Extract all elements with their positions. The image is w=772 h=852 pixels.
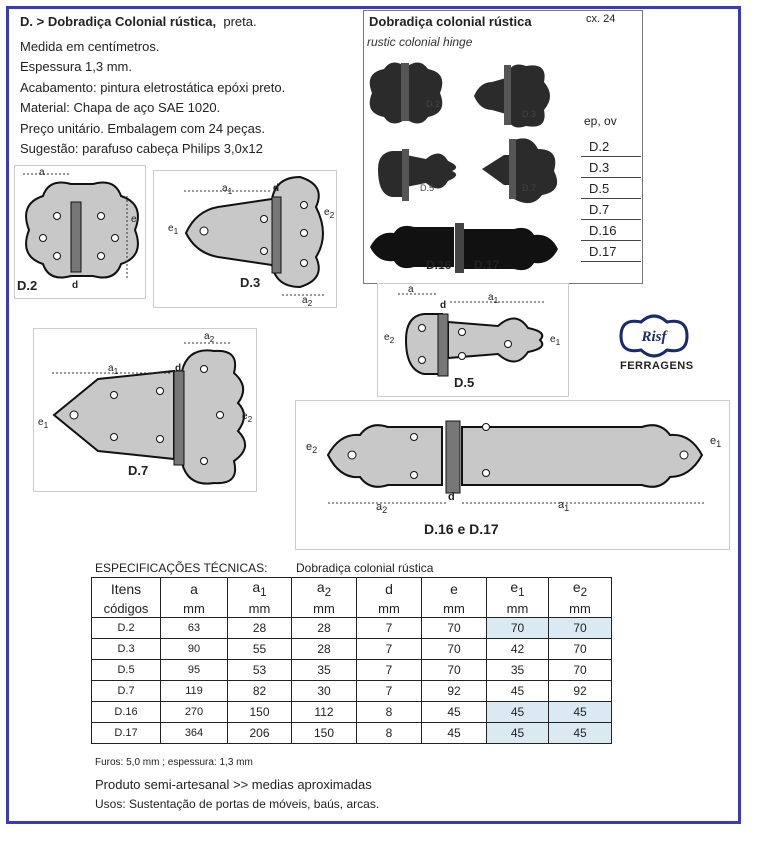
code-cell: D.7 [92, 681, 161, 702]
code-cell: D.3 [92, 639, 161, 660]
spec-line: Medida em centímetros. [20, 38, 160, 54]
table-cell: 45 [549, 723, 612, 744]
table-cell: 90 [161, 639, 228, 660]
table-cell: 70 [422, 639, 487, 660]
col-header: $a_1$ [228, 578, 292, 601]
col-header: Itens [92, 578, 161, 601]
table-cell: 7 [357, 681, 422, 702]
drawing-d5: a $a_1$ d $e_2$ $e_1$ D.5 [377, 283, 569, 397]
table-cell: 30 [292, 681, 357, 702]
table-cell: 45 [422, 723, 487, 744]
table-cell: 35 [487, 660, 549, 681]
table-cell: 119 [161, 681, 228, 702]
photo-label-d2: D.2 [426, 99, 441, 109]
spec-line: Material: Chapa de aço SAE 1020. [20, 100, 221, 115]
table-cell: 92 [549, 681, 612, 702]
ep-ov-label: ep, ov [584, 114, 617, 128]
table-cell: 28 [292, 618, 357, 639]
drawing-d3: $a_1$ d $e_1$ $e_2$ $a_2$ D.3 [153, 170, 337, 308]
drawing-label-d2: D.2 [17, 278, 38, 293]
drawing-label-d7: D.7 [128, 463, 149, 478]
table-cell: 63 [161, 618, 228, 639]
col-header: d [357, 578, 422, 601]
table-cell: 112 [292, 702, 357, 723]
notes-holes: Furos: 5,0 mm ; espessura: 1,3 mm [95, 757, 253, 768]
table-row [92, 639, 612, 660]
drawing-d2: a e d D.2 [14, 165, 146, 299]
code-item: D.5 [581, 178, 641, 199]
unit-cell: mm [549, 600, 612, 618]
table-cell: 53 [228, 660, 292, 681]
photo-label-d7: D.7 [522, 183, 537, 193]
code-item: D.2 [581, 136, 641, 157]
photo-subtitle: rustic colonial hinge [367, 35, 473, 49]
table-cell: 70 [549, 618, 612, 639]
table-cell: 150 [292, 723, 357, 744]
table-row [92, 723, 612, 744]
spec-line: Espessura 1,3 mm. [20, 59, 132, 74]
table-cell: 45 [549, 702, 612, 723]
table-cell: 150 [228, 702, 292, 723]
table-cell: 45 [422, 702, 487, 723]
table-cell: 270 [161, 702, 228, 723]
table-cell: 35 [292, 660, 357, 681]
hinge-photo-d5 [378, 149, 456, 201]
table-cell: 92 [422, 681, 487, 702]
table-cell: 28 [228, 618, 292, 639]
table-cell: 70 [549, 639, 612, 660]
table-cell: 42 [487, 639, 549, 660]
box-quantity: cx. 24 [586, 13, 616, 25]
spec-line: Acabamento: pintura eletrostática epóxi preto. [20, 79, 286, 95]
table-cell: 82 [228, 681, 292, 702]
table-cell: 7 [357, 639, 422, 660]
table-cell: 70 [549, 660, 612, 681]
code-cell: D.5 [92, 660, 161, 681]
table-cell: 206 [228, 723, 292, 744]
code-item: D.3 [581, 157, 641, 178]
unit-cell: mm [357, 600, 422, 618]
spec-title: D. > Dobradiça Colonial rústica, preta. [20, 14, 257, 29]
col-header: $e_1$ [487, 578, 549, 601]
code-item: D.16 [581, 220, 641, 241]
table-cell: 8 [357, 723, 422, 744]
table-header-row [92, 578, 612, 601]
table-cell: 70 [422, 660, 487, 681]
unit-cell: códigos [92, 600, 161, 618]
photo-label-d17: D.17 [474, 258, 500, 272]
hinge-photo-d7 [482, 138, 557, 203]
table-row [92, 618, 612, 639]
code-item: D.7 [581, 199, 641, 220]
hinge-photo-d16 [370, 223, 558, 273]
code-cell: D.16 [92, 702, 161, 723]
unit-cell: mm [228, 600, 292, 618]
logo-text: FERRAGENS [620, 360, 694, 372]
table-cell: 70 [422, 618, 487, 639]
photo-title: Dobradiça colonial rústica [369, 14, 532, 29]
hinge-photos [364, 51, 579, 276]
code-item: D.17 [581, 241, 641, 262]
code-list [581, 136, 641, 262]
spec-table-title: Dobradiça colonial rústica [296, 561, 434, 575]
hinge-photo-d2 [370, 62, 443, 123]
unit-cell: mm [487, 600, 549, 618]
col-header: a [161, 578, 228, 601]
table-cell: 8 [357, 702, 422, 723]
spec-block [20, 12, 360, 160]
code-cell: D.2 [92, 618, 161, 639]
spec-line: Preço unitário. Embalagem com 24 peças. [20, 120, 265, 136]
col-header: e [422, 578, 487, 601]
table-cell: 45 [487, 702, 549, 723]
table-units-row [92, 600, 612, 618]
table-cell: 95 [161, 660, 228, 681]
table-row [92, 702, 612, 723]
table-cell: 28 [292, 639, 357, 660]
unit-cell: mm [292, 600, 357, 618]
hinge-photo-d3 [474, 65, 550, 128]
photo-label-d5: D.5 [420, 183, 435, 193]
notes-uses: Usos: Sustentação de portas de móveis, baús, arcas. [95, 797, 380, 811]
unit-cell: mm [161, 600, 228, 618]
unit-cell: mm [422, 600, 487, 618]
code-cell: D.17 [92, 723, 161, 744]
photo-label-d3: D.3 [522, 109, 537, 119]
spec-table-label: ESPECIFICAÇÕES TÉCNICAS: [95, 561, 268, 575]
col-header: $a_2$ [292, 578, 357, 601]
spec-line: Sugestão: parafuso cabeça Philips 3,0x12 [20, 141, 263, 156]
notes-product: Produto semi-artesanal >> medias aproximadas [95, 777, 372, 792]
logo-mark: Risf [641, 329, 667, 345]
table-cell: 7 [357, 618, 422, 639]
drawing-label-d3: D.3 [240, 275, 261, 290]
drawing-label-d16-d17: D.16 e D.17 [424, 521, 499, 537]
drawing-d7: $a_1$ d $a_2$ $e_1$ $e_2$ D.7 [33, 328, 257, 492]
table-cell: 7 [357, 660, 422, 681]
photo-box [363, 10, 643, 284]
table-row [92, 681, 612, 702]
hinge-drawing-d16 [296, 401, 729, 549]
drawing-label-d5: D.5 [454, 375, 475, 390]
table-cell: 364 [161, 723, 228, 744]
table-cell: 45 [487, 681, 549, 702]
logo-icon [611, 312, 697, 360]
drawing-d16-d17: $e_2$ $e_1$ d $a_2$ $a_1$ D.16 e D.17 [295, 400, 730, 550]
table-cell: 45 [487, 723, 549, 744]
table-cell: 55 [228, 639, 292, 660]
table-cell: 70 [487, 618, 549, 639]
table-row [92, 660, 612, 681]
brand-logo [611, 312, 697, 360]
photo-label-d16: D.16 [426, 258, 452, 272]
spec-table [91, 577, 612, 744]
col-header: $e_2$ [549, 578, 612, 601]
